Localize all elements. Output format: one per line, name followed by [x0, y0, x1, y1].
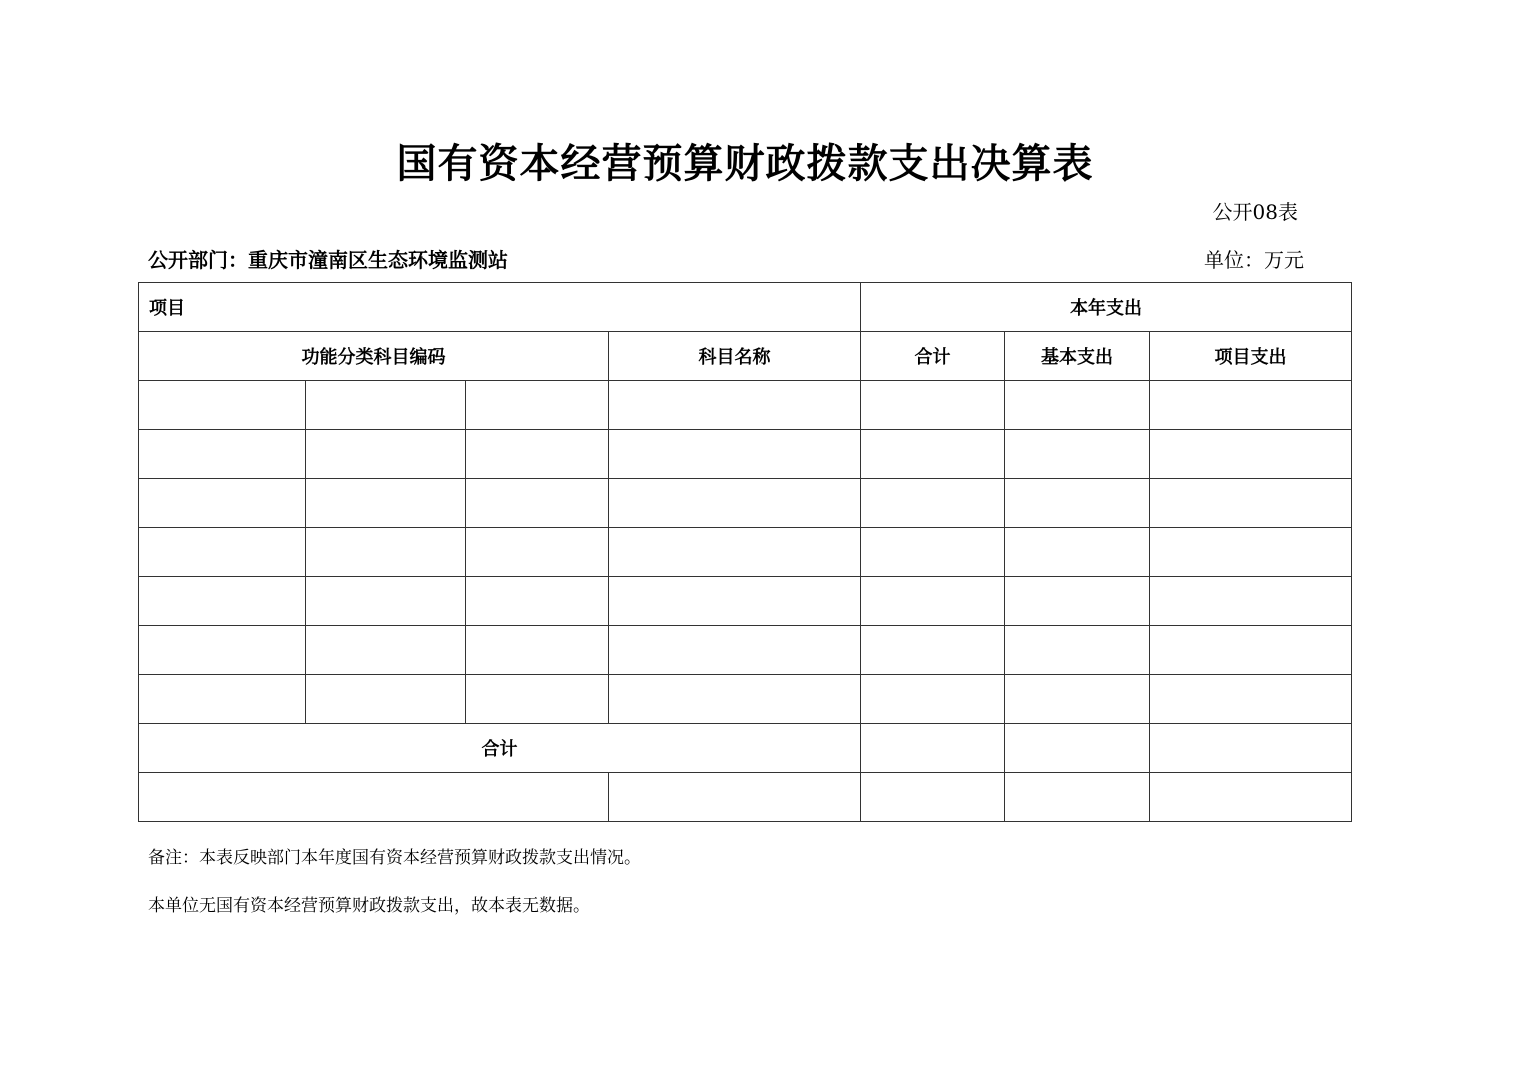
- table-cell: [861, 528, 1005, 577]
- table-cell: [861, 773, 1005, 822]
- table-row: [139, 577, 1352, 626]
- table-cell: [466, 479, 609, 528]
- table-cell: [1150, 773, 1352, 822]
- table-cell: [306, 626, 466, 675]
- department-label: 公开部门：重庆市潼南区生态环境监测站: [148, 248, 508, 272]
- unit-label: 单位：万元: [1204, 248, 1304, 272]
- table-cell: [466, 430, 609, 479]
- table-cell: [466, 675, 609, 724]
- page-title: 国有资本经营预算财政拨款支出决算表: [396, 140, 1094, 187]
- table-cell: [139, 381, 306, 430]
- table-row: [139, 773, 1352, 822]
- total-label: 合计: [139, 724, 861, 773]
- table-cell: [466, 381, 609, 430]
- table-cell: [1150, 528, 1352, 577]
- table-cell: [1150, 479, 1352, 528]
- table-row: [139, 675, 1352, 724]
- table-cell: [861, 675, 1005, 724]
- table-cell: [1005, 773, 1150, 822]
- table-cell: [609, 479, 861, 528]
- header-total: 合计: [861, 332, 1005, 381]
- table-cell: [609, 430, 861, 479]
- table-cell: [466, 528, 609, 577]
- table-cell: [861, 626, 1005, 675]
- table-cell: [306, 675, 466, 724]
- table-row: [139, 430, 1352, 479]
- table-cell: [861, 479, 1005, 528]
- table-cell: [1150, 381, 1352, 430]
- table-cell: [861, 381, 1005, 430]
- note-no-data: 本单位无国有资本经营预算财政拨款支出，故本表无数据。: [148, 896, 590, 916]
- table-cell: [861, 577, 1005, 626]
- table-row: [139, 528, 1352, 577]
- table-cell: [139, 626, 306, 675]
- table-cell: [1150, 577, 1352, 626]
- note-remark: 备注：本表反映部门本年度国有资本经营预算财政拨款支出情况。: [148, 848, 641, 868]
- header-subject-name: 科目名称: [609, 332, 861, 381]
- table-cell: [466, 626, 609, 675]
- table-cell: [139, 577, 306, 626]
- table-row: [139, 381, 1352, 430]
- table-cell: [1150, 626, 1352, 675]
- total-row: [139, 724, 1352, 773]
- table-cell: [1005, 626, 1150, 675]
- table-cell: [139, 675, 306, 724]
- table-cell: [1005, 430, 1150, 479]
- header-row-2: [139, 332, 1352, 381]
- table-cell: [466, 577, 609, 626]
- table-cell: [139, 773, 609, 822]
- table-cell: [306, 430, 466, 479]
- table-cell: [609, 773, 861, 822]
- table-cell: [1005, 675, 1150, 724]
- header-row-1: [139, 283, 1352, 332]
- table-cell: [306, 577, 466, 626]
- form-number: 公开08表: [1212, 200, 1298, 224]
- total-project-cell: [1150, 724, 1352, 773]
- total-basic-cell: [1005, 724, 1150, 773]
- table-cell: [1005, 479, 1150, 528]
- table-cell: [609, 626, 861, 675]
- table-cell: [306, 381, 466, 430]
- header-this-year-expense: 本年支出: [861, 283, 1352, 332]
- table-cell: [609, 381, 861, 430]
- expense-table: [138, 282, 1352, 822]
- table-cell: [861, 430, 1005, 479]
- header-basic: 基本支出: [1005, 332, 1150, 381]
- table-cell: [306, 528, 466, 577]
- table-cell: [139, 479, 306, 528]
- total-cell: [861, 724, 1005, 773]
- table-cell: [1005, 381, 1150, 430]
- table-cell: [1150, 675, 1352, 724]
- table-cell: [609, 577, 861, 626]
- table-cell: [1150, 430, 1352, 479]
- table-cell: [1005, 528, 1150, 577]
- header-project: 项目: [139, 283, 861, 332]
- table-cell: [139, 430, 306, 479]
- table-cell: [306, 479, 466, 528]
- table-cell: [609, 528, 861, 577]
- table-row: [139, 479, 1352, 528]
- table-row: [139, 626, 1352, 675]
- table-cell: [609, 675, 861, 724]
- table-cell: [139, 528, 306, 577]
- header-project-expense: 项目支出: [1150, 332, 1352, 381]
- header-func-code: 功能分类科目编码: [139, 332, 609, 381]
- table-cell: [1005, 577, 1150, 626]
